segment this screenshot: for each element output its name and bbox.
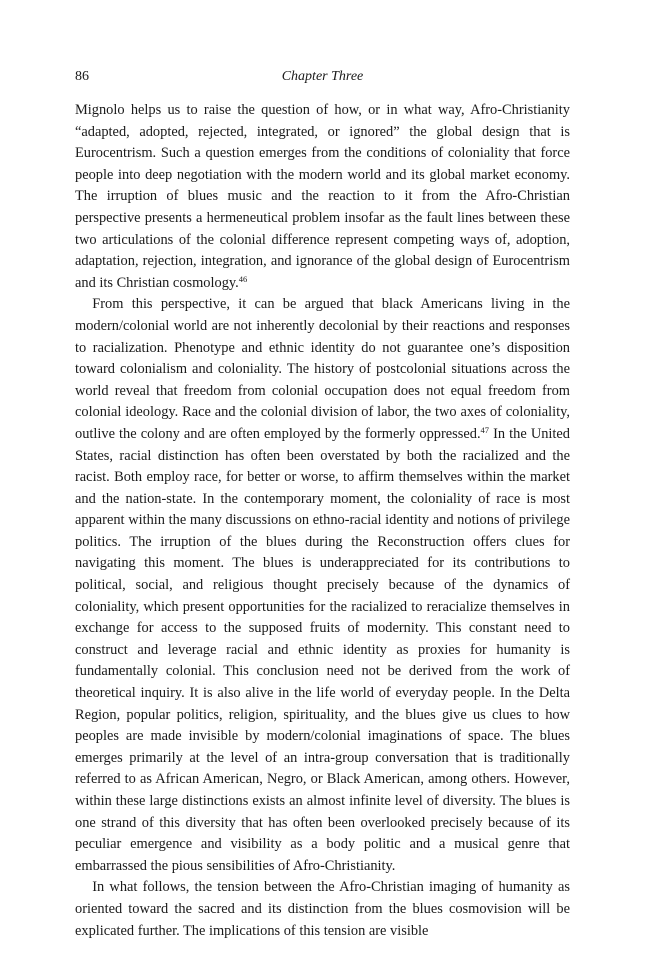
body-text	[75, 100, 570, 942]
paragraph-2-text-before-note: From this perspective, it can be argued that black Americans living in the modern/colonial world are not inherently decolonial by their reactions and responses to racialization. Phenotype and ethnic identity do not guarantee one’s disposition toward colonialism and coloniality. The history of postcolonial situations across the world reveal that freedom from colonial occupation does not equal freedom from colonial ideology. Race and the colonial division of labor, the two axes of coloniality, outlive the colony and are often employed by the formerly oppressed.	[75, 296, 570, 442]
paragraph-1	[75, 100, 570, 294]
paragraph-3-text: In what follows, the tension between the Afro-Christian imaging of humanity as oriented toward the sacred and its distinction from the blues cosmovision will be explicated further. The implications of this tension are visible	[75, 879, 570, 939]
footnote-marker-46[interactable]: 46	[238, 273, 248, 284]
page-number: 86	[75, 69, 89, 84]
footnote-marker-47[interactable]: 47	[480, 424, 490, 435]
paragraph-1-text: Mignolo helps us to raise the question of how, or in what way, Afro-Christianity “adapted, adopted, rejected, integrated, or ignored” the global design that is Eurocentrism. Such a question emerges from the conditions of coloniality that force people into deep negotiation with the modern world and its global market economy. The irruption of blues music and the reaction to it from the Afro-Christian perspective presents a hermeneutical problem insofar as the fault lines between these two articulations of the colonial difference represent competing ways of, adoption, adaptation, rejection, integration, and ignorance of the global design of Eurocentrism and its Christian cosmology.	[75, 102, 570, 291]
book-page	[75, 66, 570, 942]
paragraph-3	[75, 877, 570, 942]
chapter-title: Chapter Three	[281, 69, 364, 84]
paragraph-2-text-after-note: In the United States, racial distinction has often been overstated by both the racialized and the racist. Both employ race, for better or worse, to affirm themselves within the market and the nation-state. In the contemporary moment, the coloniality of race is most apparent within the many discussions on ethno-racial identity and notions of privilege politics. The irruption of the blues during the Reconstruction offers clues for navigating this moment. The blues is underappreciated for its contributions to political, social, and religious thought precisely because of the dynamics of coloniality, which present opportunities for the racialized to reracialize themselves in exchange for access to the supposed fruits of modernity. This constant need to construct and leverage racial and ethnic identity as proxies for humanity is fundamentally colonial. This conclusion need not be derived from the work of theoretical inquiry. It is also alive in the life world of everyday people. In the Delta Region, popular politics, religion, spirituality, and the blues give us clues to how peoples are made invisible by modern/colonial imaginations of space. The blues emerges primarily at the level of an intra-group conversation that is traditionally referred to as African American, Negro, or Black American, among others. However, within these large distinctions exists an almost infinite level of diversity. The blues is one strand of this diversity that has often been overlooked precisely because of its peculiar emergence and visibility as a body politic and a musical genre that embarrassed the pious sensibilities of Afro-Christianity.	[75, 425, 570, 874]
paragraph-2	[75, 294, 570, 877]
running-head	[75, 66, 570, 88]
